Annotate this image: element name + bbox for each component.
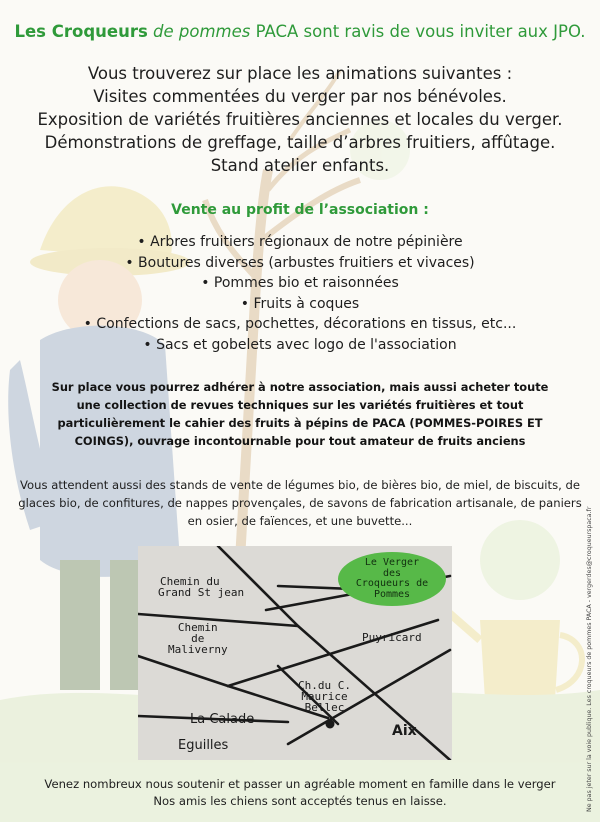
verger-line: Le Verger xyxy=(364,557,420,568)
animation-item: Démonstrations de greffage, taille d’arbres fruitiers, affûtage. xyxy=(44,133,556,152)
sale-item: • Boutures diverses (arbustes fruitiers et vivaces) xyxy=(125,254,475,271)
label-line: Chemin du xyxy=(160,575,220,588)
animation-item: Visites commentées du verger par nos bénévoles. xyxy=(93,87,507,106)
invitation-headline xyxy=(0,22,600,41)
sale-item: • Fruits à coques xyxy=(240,295,360,312)
label-line: de xyxy=(191,632,205,645)
headline-org: Les Croqueurs xyxy=(14,22,148,41)
label-line: Bellec xyxy=(304,701,345,714)
verger-line: Croqueurs de xyxy=(355,578,429,589)
verger-line: des xyxy=(382,567,402,579)
label-aix: Aix xyxy=(392,723,417,739)
label-line: Ch.du C. xyxy=(298,679,351,692)
headline-rest: PACA sont ravis de vous inviter aux JPO. xyxy=(250,22,586,41)
label-line: Maliverny xyxy=(168,643,228,656)
access-map xyxy=(138,546,452,760)
stands-paragraph: Vous attendent aussi des stands de vente de légumes bio, de bières bio, de miel, de biscuits, de glaces bio, de confitures, de nappes provençales, de savons de fabrication artisanale, de paniers en osier, de faïences, et une buvette... xyxy=(18,478,582,528)
membership-paragraph: Sur place vous pourrez adhérer à notre association, mais aussi acheter toute une collection de revues techniques sur les variétés fruitières et tout particulièrement le cahier des fruits à pépins de PACA (POMMES-POIRES ET COINGS), ouvrage incontournable pour tout amateur de fruits anciens xyxy=(51,380,549,448)
verger-destination xyxy=(338,552,446,606)
sale-list xyxy=(0,232,600,356)
label-chemin-grand-st-jean xyxy=(158,576,244,598)
animation-item: Stand atelier enfants. xyxy=(210,156,390,175)
sale-item: • Arbres fruitiers régionaux de notre pépinière xyxy=(137,234,463,250)
footer xyxy=(0,776,600,810)
animations-intro: Vous trouverez sur place les animations suivantes : xyxy=(87,64,513,83)
side-credit: Ne pas jeter sur la voie publique. Les croqueurs de pommes PACA - vergerdes@croqueurspaca.fr xyxy=(586,506,593,812)
sale-item: • Pommes bio et raisonnées xyxy=(201,275,399,292)
label-chemin-maliverny xyxy=(168,622,228,655)
footer-line-1: Venez nombreux nous soutenir et passer un agréable moment en famille dans le verger xyxy=(44,777,556,791)
meeting-point-marker xyxy=(326,720,335,729)
animation-item: Exposition de variétés fruitières anciennes et locales du verger. xyxy=(37,110,563,129)
verger-line: Pommes xyxy=(373,588,411,600)
label-puyricard: Puyricard xyxy=(362,631,422,644)
label-line: Maurice xyxy=(301,690,348,703)
label-line: Grand St jean xyxy=(158,586,245,599)
label-la-calade: La Calade xyxy=(190,712,255,727)
sale-title: Vente au profit de l’association : xyxy=(171,202,429,218)
headline-org-italic: de pommes xyxy=(147,22,251,41)
sale-item: • Sacs et gobelets avec logo de l'association xyxy=(143,336,457,353)
footer-line-2: Nos amis les chiens sont acceptés tenus en laisse. xyxy=(153,794,447,808)
sale-item: • Confections de sacs, pochettes, décorations en tissus, etc... xyxy=(83,316,517,333)
label-line: Chemin xyxy=(177,621,218,634)
label-eguilles: Eguilles xyxy=(178,738,229,753)
animations-section xyxy=(0,62,600,177)
label-maurice-bellec xyxy=(298,680,351,713)
